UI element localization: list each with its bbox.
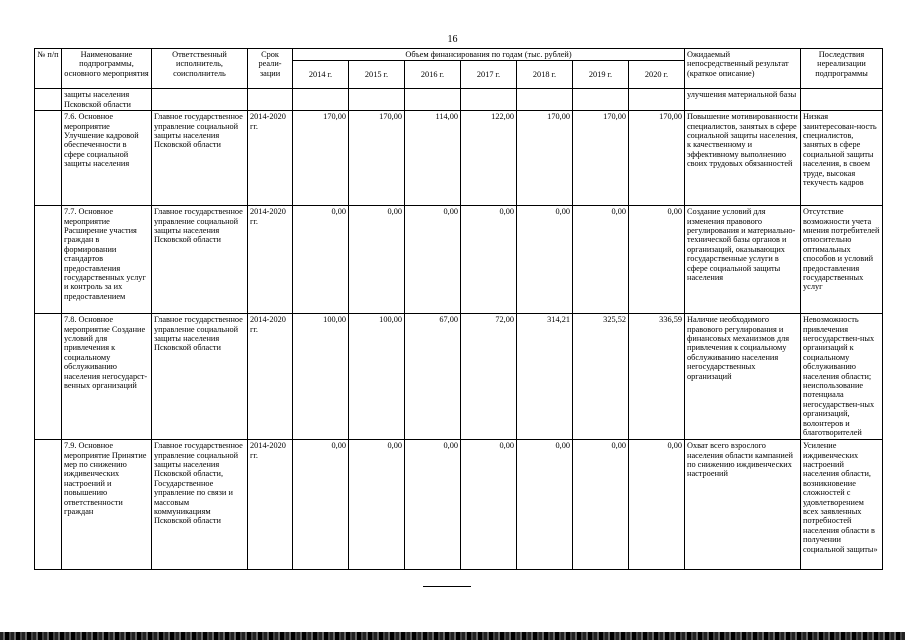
row-responsible: Главное государственное управление социальной защиты населения Псковской области, Государственное управление по связи и массовым коммуникациям Псковской области bbox=[152, 440, 248, 570]
header-name: Наименование подпрограммы, основного мероприятия bbox=[62, 49, 152, 89]
row-name: 7.9. Основное мероприятие Принятие мер по снижению иждивенческих настроений и повышению ответственности граждан bbox=[62, 440, 152, 570]
row-name: 7.8. Основное мероприятие Создание условий для привлечения к социальному обслуживанию населения негосударст-венных организаций bbox=[62, 314, 152, 440]
row-responsible: Главное государственное управление социальной защиты населения Псковской области bbox=[152, 111, 248, 206]
row-consequences: Усиление иждивенческих настроений населения области, возникновение сложностей с удовлетворением всех заявленных потребностей населения области в получении социальной защиты» bbox=[801, 440, 883, 570]
row-term: 2014-2020 гг. bbox=[248, 111, 293, 206]
row-value: 0,00 bbox=[461, 206, 517, 314]
row-responsible: Главное государственное управление социальной защиты населения Псковской области bbox=[152, 314, 248, 440]
table-row bbox=[35, 111, 883, 206]
row-value: 0,00 bbox=[349, 206, 405, 314]
table-row bbox=[35, 314, 883, 440]
header-year: 2014 г. bbox=[293, 61, 349, 89]
row-term: 2014-2020 гг. bbox=[248, 440, 293, 570]
page-number: 16 bbox=[447, 34, 458, 45]
header-consequences: Последствия нереализации подпрограммы bbox=[801, 49, 883, 89]
row-value: 0,00 bbox=[517, 440, 573, 570]
header-no: № п/п bbox=[35, 49, 62, 89]
header-responsible: Ответственный исполнитель, соисполнитель bbox=[152, 49, 248, 89]
row-value: 122,00 bbox=[461, 111, 517, 206]
row-value: 325,52 bbox=[573, 314, 629, 440]
row-value: 0,00 bbox=[629, 440, 685, 570]
header-year: 2018 г. bbox=[517, 61, 573, 89]
row-consequences: Невозможность привлечения негосударствен-ных организаций к социальному обслуживанию населения области; неиспользование потенциала негосударствен-ных организаций, волонтеров и благотворителей bbox=[801, 314, 883, 440]
header-row bbox=[35, 49, 883, 61]
financing-table bbox=[34, 48, 883, 570]
table-row bbox=[35, 206, 883, 314]
header-year: 2019 г. bbox=[573, 61, 629, 89]
scan-edge bbox=[0, 632, 905, 640]
row-responsible: Главное государственное управление социальной защиты населения Псковской области bbox=[152, 206, 248, 314]
row-value: 67,00 bbox=[405, 314, 461, 440]
row-value: 170,00 bbox=[573, 111, 629, 206]
row-consequences: Отсутствие возможности учета мнения потребителей относительно оптимальных способов и условий предоставления государственных услуг bbox=[801, 206, 883, 314]
row-value: 170,00 bbox=[293, 111, 349, 206]
row-consequences: Низкая заинтересован-ность специалистов, занятых в сфере социальной защиты населения, в своем труде, высокая текучесть кадров bbox=[801, 111, 883, 206]
row-value: 0,00 bbox=[573, 206, 629, 314]
carry-name: защиты населения Псковской области bbox=[62, 89, 152, 111]
header-year: 2020 г. bbox=[629, 61, 685, 89]
header-year: 2015 г. bbox=[349, 61, 405, 89]
row-result: Создание условий для изменения правового регулирования и материально-технической базы органов и организаций, оказывающих государственные услуги в сфере социальной защиты населения bbox=[685, 206, 801, 314]
row-value: 0,00 bbox=[517, 206, 573, 314]
row-value: 0,00 bbox=[573, 440, 629, 570]
carry-result: улучшения материальной базы bbox=[685, 89, 801, 111]
header-term: Срок реали-зации bbox=[248, 49, 293, 89]
header-result: Ожидаемый непосредственный результат (краткое описание) bbox=[685, 49, 801, 89]
end-separator-line bbox=[423, 586, 471, 587]
header-financing: Объем финансирования по годам (тыс. рублей) bbox=[293, 49, 685, 61]
row-value: 0,00 bbox=[349, 440, 405, 570]
row-result: Повышение мотивированности специалистов, занятых в сфере социальной защиты населения, к качественному и эффективному выполнению своих трудовых обязанностей bbox=[685, 111, 801, 206]
table-row bbox=[35, 440, 883, 570]
row-value: 100,00 bbox=[293, 314, 349, 440]
row-value: 0,00 bbox=[293, 206, 349, 314]
row-value: 170,00 bbox=[629, 111, 685, 206]
row-value: 170,00 bbox=[349, 111, 405, 206]
row-name: 7.7. Основное мероприятие Расширение участия граждан в формировании стандартов предоставления государственных услуг и контроль за их предоставлением bbox=[62, 206, 152, 314]
header-year: 2016 г. bbox=[405, 61, 461, 89]
row-term: 2014-2020 гг. bbox=[248, 206, 293, 314]
row-value: 0,00 bbox=[629, 206, 685, 314]
table-row-carry bbox=[35, 89, 883, 111]
row-term: 2014-2020 гг. bbox=[248, 314, 293, 440]
row-value: 0,00 bbox=[405, 440, 461, 570]
row-value: 314,21 bbox=[517, 314, 573, 440]
row-result: Наличие необходимого правового регулирования и финансовых механизмов для привлечения к социальному обслуживанию населения негосударственных организаций bbox=[685, 314, 801, 440]
row-value: 170,00 bbox=[517, 111, 573, 206]
row-result: Охват всего взрослого населения области кампанией по снижению иждивенческих настроений bbox=[685, 440, 801, 570]
row-value: 72,00 bbox=[461, 314, 517, 440]
header-year: 2017 г. bbox=[461, 61, 517, 89]
row-value: 336,59 bbox=[629, 314, 685, 440]
row-value: 0,00 bbox=[405, 206, 461, 314]
row-value: 100,00 bbox=[349, 314, 405, 440]
row-value: 0,00 bbox=[461, 440, 517, 570]
row-value: 0,00 bbox=[293, 440, 349, 570]
row-name: 7.6. Основное мероприятие Улучшение кадровой обеспеченности в сфере социальной защиты населения bbox=[62, 111, 152, 206]
row-value: 114,00 bbox=[405, 111, 461, 206]
